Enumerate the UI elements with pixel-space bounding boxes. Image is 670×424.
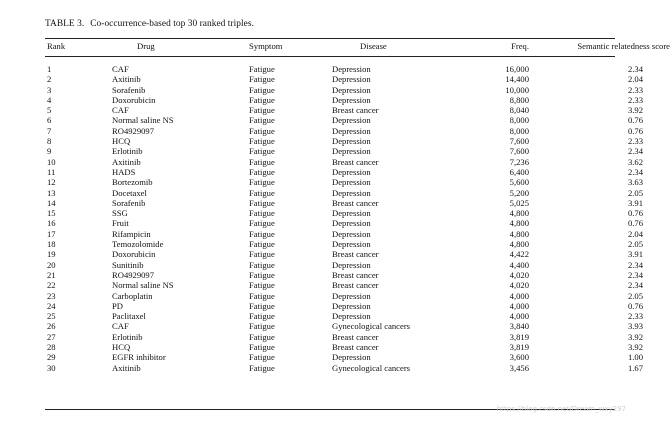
- cell-rank: 20: [47, 259, 56, 270]
- table-row: [45, 74, 670, 84]
- table-row: [45, 239, 670, 249]
- cell-rank: 2: [47, 74, 52, 85]
- header-symptom: Symptom: [249, 41, 283, 51]
- watermark: https://blog.csdn.net/Dream_wxy297: [496, 405, 626, 413]
- table-row: [45, 291, 670, 301]
- cell-drug: Erlotinib: [112, 146, 143, 157]
- cell-drug: RO4929097: [112, 269, 155, 280]
- cell-disease: Depression: [332, 146, 371, 157]
- top-rule: [45, 38, 615, 39]
- cell-score: 2.05: [627, 239, 643, 250]
- cell-disease: Breast cancer: [332, 280, 379, 291]
- cell-disease: Depression: [332, 177, 371, 188]
- cell-freq: 7,600: [509, 136, 529, 147]
- table-row: [45, 115, 670, 125]
- cell-symptom: Fatigue: [249, 146, 275, 157]
- cell-disease: Breast cancer: [332, 331, 379, 342]
- cell-rank: 26: [47, 321, 56, 332]
- table-row: [45, 342, 670, 352]
- cell-disease: Depression: [332, 352, 371, 363]
- cell-rank: 8: [47, 136, 52, 147]
- cell-rank: 25: [47, 311, 56, 322]
- cell-score: 2.34: [627, 64, 643, 74]
- cell-disease: Depression: [332, 228, 371, 239]
- cell-score: 3.92: [627, 105, 643, 116]
- cell-symptom: Fatigue: [249, 208, 275, 219]
- table-row: [45, 229, 670, 239]
- cell-freq: 3,819: [509, 342, 529, 353]
- cell-symptom: Fatigue: [249, 84, 275, 95]
- table-row: [45, 198, 670, 208]
- cell-symptom: Fatigue: [249, 228, 275, 239]
- cell-drug: Axitinib: [112, 74, 141, 85]
- table-row: [45, 157, 670, 167]
- table-row: [45, 332, 670, 342]
- cell-disease: Gynecological cancers: [332, 362, 411, 373]
- cell-freq: 3,600: [509, 352, 529, 363]
- cell-freq: 16,000: [505, 64, 529, 74]
- cell-drug: Docetaxel: [112, 187, 147, 198]
- cell-score: 2.04: [627, 74, 643, 85]
- cell-freq: 8,040: [509, 105, 529, 116]
- table-caption-label: TABLE 3.: [45, 19, 85, 29]
- cell-freq: 4,800: [509, 228, 529, 239]
- table-row: [45, 167, 670, 177]
- cell-symptom: Fatigue: [249, 94, 275, 105]
- table-row: [45, 95, 670, 105]
- cell-rank: 17: [47, 228, 56, 239]
- cell-symptom: Fatigue: [249, 290, 275, 301]
- cell-drug: Fruit: [112, 218, 129, 229]
- cell-disease: Depression: [332, 311, 371, 322]
- cell-rank: 24: [47, 300, 56, 311]
- table-row: [45, 301, 670, 311]
- table-row: [45, 280, 670, 290]
- cell-score: 3.92: [627, 331, 643, 342]
- cell-drug: Bortezomib: [112, 177, 153, 188]
- cell-symptom: Fatigue: [249, 105, 275, 116]
- cell-score: 2.33: [627, 136, 643, 147]
- table-row: [45, 321, 670, 331]
- cell-score: 0.76: [627, 125, 643, 136]
- table-row: [45, 311, 670, 321]
- cell-freq: 4,020: [509, 269, 529, 280]
- cell-rank: 28: [47, 342, 56, 353]
- cell-freq: 3,819: [509, 331, 529, 342]
- cell-score: 1.00: [627, 352, 643, 363]
- cell-rank: 5: [47, 105, 52, 116]
- cell-freq: 4,020: [509, 280, 529, 291]
- header-rank: Rank: [47, 41, 66, 51]
- cell-score: 2.34: [627, 259, 643, 270]
- table-row: [45, 363, 670, 373]
- header-row: [45, 41, 670, 58]
- cell-symptom: Fatigue: [249, 362, 275, 373]
- cell-disease: Breast cancer: [332, 156, 379, 167]
- cell-disease: Depression: [332, 64, 371, 74]
- cell-disease: Breast cancer: [332, 105, 379, 116]
- cell-rank: 6: [47, 115, 52, 126]
- cell-disease: Depression: [332, 239, 371, 250]
- cell-symptom: Fatigue: [249, 280, 275, 291]
- header-drug: Drug: [137, 41, 155, 51]
- table-row: [45, 270, 670, 280]
- cell-score: 3.63: [627, 177, 643, 188]
- cell-drug: Sorafenib: [112, 84, 146, 95]
- cell-freq: 3,840: [509, 321, 529, 332]
- cell-score: 2.33: [627, 84, 643, 95]
- cell-symptom: Fatigue: [249, 197, 275, 208]
- cell-symptom: Fatigue: [249, 136, 275, 147]
- cell-disease: Breast cancer: [332, 197, 379, 208]
- cell-symptom: Fatigue: [249, 331, 275, 342]
- cell-freq: 5,025: [509, 197, 529, 208]
- table-row: [45, 126, 670, 136]
- cell-disease: Depression: [332, 259, 371, 270]
- cell-drug: Axitinib: [112, 156, 141, 167]
- cell-score: 2.34: [627, 280, 643, 291]
- cell-symptom: Fatigue: [249, 321, 275, 332]
- cell-disease: Depression: [332, 187, 371, 198]
- cell-disease: Depression: [332, 290, 371, 301]
- cell-freq: 4,000: [509, 290, 529, 301]
- header-score: Semantic relatedness score: [577, 41, 670, 51]
- table-row: [45, 85, 670, 95]
- cell-drug: Temozolomide: [112, 239, 164, 250]
- cell-symptom: Fatigue: [249, 74, 275, 85]
- cell-rank: 30: [47, 362, 56, 373]
- cell-freq: 4,000: [509, 300, 529, 311]
- cell-freq: 8,000: [509, 125, 529, 136]
- cell-score: 2.34: [627, 166, 643, 177]
- cell-disease: Breast cancer: [332, 342, 379, 353]
- cell-score: 3.92: [627, 342, 643, 353]
- cell-rank: 3: [47, 84, 52, 95]
- cell-symptom: Fatigue: [249, 64, 275, 74]
- cell-disease: Depression: [332, 125, 371, 136]
- cell-disease: Breast cancer: [332, 269, 379, 280]
- cell-freq: 4,422: [509, 249, 529, 260]
- cell-drug: HADS: [112, 166, 136, 177]
- cell-score: 0.76: [627, 218, 643, 229]
- cell-freq: 8,800: [509, 94, 529, 105]
- header-disease: Disease: [360, 41, 387, 51]
- triples-table: [45, 41, 670, 373]
- cell-disease: Depression: [332, 218, 371, 229]
- cell-disease: Depression: [332, 74, 371, 85]
- cell-score: 1.67: [627, 362, 643, 373]
- table-caption: [45, 19, 254, 29]
- cell-score: 3.93: [627, 321, 643, 332]
- table-row: [45, 105, 670, 115]
- cell-drug: Normal saline NS: [112, 115, 174, 126]
- cell-rank: 27: [47, 331, 56, 342]
- table-row: [45, 249, 670, 259]
- cell-rank: 14: [47, 197, 56, 208]
- cell-score: 3.91: [627, 249, 643, 260]
- cell-score: 3.91: [627, 197, 643, 208]
- table-row: [45, 177, 670, 187]
- cell-freq: 6,400: [509, 166, 529, 177]
- table-row: [45, 146, 670, 156]
- cell-drug: CAF: [112, 64, 129, 74]
- cell-rank: 21: [47, 269, 56, 280]
- cell-disease: Depression: [332, 300, 371, 311]
- cell-score: 2.04: [627, 228, 643, 239]
- cell-rank: 11: [47, 166, 56, 177]
- cell-rank: 22: [47, 280, 56, 291]
- table-caption-text: Co-occurrence-based top 30 ranked triples.: [90, 19, 254, 29]
- table-body: [45, 58, 670, 373]
- cell-score: 3.62: [627, 156, 643, 167]
- cell-freq: 4,000: [509, 311, 529, 322]
- cell-score: 0.76: [627, 208, 643, 219]
- cell-freq: 7,600: [509, 146, 529, 157]
- cell-symptom: Fatigue: [249, 115, 275, 126]
- cell-drug: Paclitaxel: [112, 311, 146, 322]
- cell-rank: 23: [47, 290, 56, 301]
- cell-score: 2.33: [627, 94, 643, 105]
- cell-drug: Doxorubicin: [112, 94, 156, 105]
- cell-freq: 7,236: [509, 156, 529, 167]
- cell-score: 0.76: [627, 115, 643, 126]
- cell-freq: 3,456: [509, 362, 529, 373]
- table-row: [45, 208, 670, 218]
- cell-symptom: Fatigue: [249, 166, 275, 177]
- cell-rank: 7: [47, 125, 52, 136]
- cell-drug: SSG: [112, 208, 128, 219]
- cell-disease: Depression: [332, 166, 371, 177]
- cell-drug: PD: [112, 300, 123, 311]
- cell-rank: 12: [47, 177, 56, 188]
- cell-rank: 9: [47, 146, 52, 157]
- cell-drug: HCQ: [112, 136, 131, 147]
- cell-symptom: Fatigue: [249, 125, 275, 136]
- cell-rank: 13: [47, 187, 56, 198]
- cell-score: 2.33: [627, 311, 643, 322]
- cell-rank: 16: [47, 218, 56, 229]
- table-row: [45, 218, 670, 228]
- cell-freq: 4,800: [509, 239, 529, 250]
- cell-disease: Depression: [332, 136, 371, 147]
- cell-disease: Breast cancer: [332, 249, 379, 260]
- cell-symptom: Fatigue: [249, 218, 275, 229]
- cell-rank: 18: [47, 239, 56, 250]
- cell-symptom: Fatigue: [249, 187, 275, 198]
- cell-rank: 15: [47, 208, 56, 219]
- cell-score: 2.05: [627, 187, 643, 198]
- cell-rank: 10: [47, 156, 56, 167]
- cell-freq: 14,400: [505, 74, 529, 85]
- cell-freq: 4,400: [509, 259, 529, 270]
- cell-symptom: Fatigue: [249, 352, 275, 363]
- cell-disease: Gynecological cancers: [332, 321, 411, 332]
- cell-drug: CAF: [112, 321, 129, 332]
- cell-rank: 29: [47, 352, 56, 363]
- cell-drug: Sunitinib: [112, 259, 144, 270]
- table-row: [45, 136, 670, 146]
- cell-drug: Erlotinib: [112, 331, 143, 342]
- cell-symptom: Fatigue: [249, 156, 275, 167]
- cell-score: 2.34: [627, 269, 643, 280]
- cell-symptom: Fatigue: [249, 177, 275, 188]
- cell-drug: Doxorubicin: [112, 249, 156, 260]
- cell-symptom: Fatigue: [249, 311, 275, 322]
- table-row: [45, 188, 670, 198]
- cell-symptom: Fatigue: [249, 342, 275, 353]
- cell-freq: 8,000: [509, 115, 529, 126]
- cell-freq: 5,600: [509, 177, 529, 188]
- cell-symptom: Fatigue: [249, 239, 275, 250]
- cell-score: 2.05: [627, 290, 643, 301]
- cell-freq: 10,000: [505, 84, 529, 95]
- cell-drug: CAF: [112, 105, 129, 116]
- cell-drug: Normal saline NS: [112, 280, 174, 291]
- cell-drug: HCQ: [112, 342, 131, 353]
- cell-rank: 4: [47, 94, 52, 105]
- cell-symptom: Fatigue: [249, 269, 275, 280]
- cell-rank: 19: [47, 249, 56, 260]
- cell-freq: 4,800: [509, 208, 529, 219]
- cell-disease: Depression: [332, 115, 371, 126]
- cell-drug: Axitinib: [112, 362, 141, 373]
- header-freq: Freq.: [511, 41, 529, 51]
- cell-disease: Depression: [332, 94, 371, 105]
- cell-freq: 5,200: [509, 187, 529, 198]
- table-row: [45, 58, 670, 74]
- cell-symptom: Fatigue: [249, 300, 275, 311]
- cell-drug: Sorafenib: [112, 197, 146, 208]
- table-row: [45, 260, 670, 270]
- table-row: [45, 352, 670, 362]
- cell-drug: RO4929097: [112, 125, 155, 136]
- cell-score: 0.76: [627, 300, 643, 311]
- cell-rank: 1: [47, 64, 52, 74]
- cell-score: 2.34: [627, 146, 643, 157]
- cell-disease: Depression: [332, 84, 371, 95]
- cell-freq: 4,800: [509, 218, 529, 229]
- cell-drug: EGFR inhibitor: [112, 352, 166, 363]
- cell-disease: Depression: [332, 208, 371, 219]
- cell-drug: Rifampicin: [112, 228, 151, 239]
- cell-symptom: Fatigue: [249, 259, 275, 270]
- cell-symptom: Fatigue: [249, 249, 275, 260]
- cell-drug: Carboplatin: [112, 290, 153, 301]
